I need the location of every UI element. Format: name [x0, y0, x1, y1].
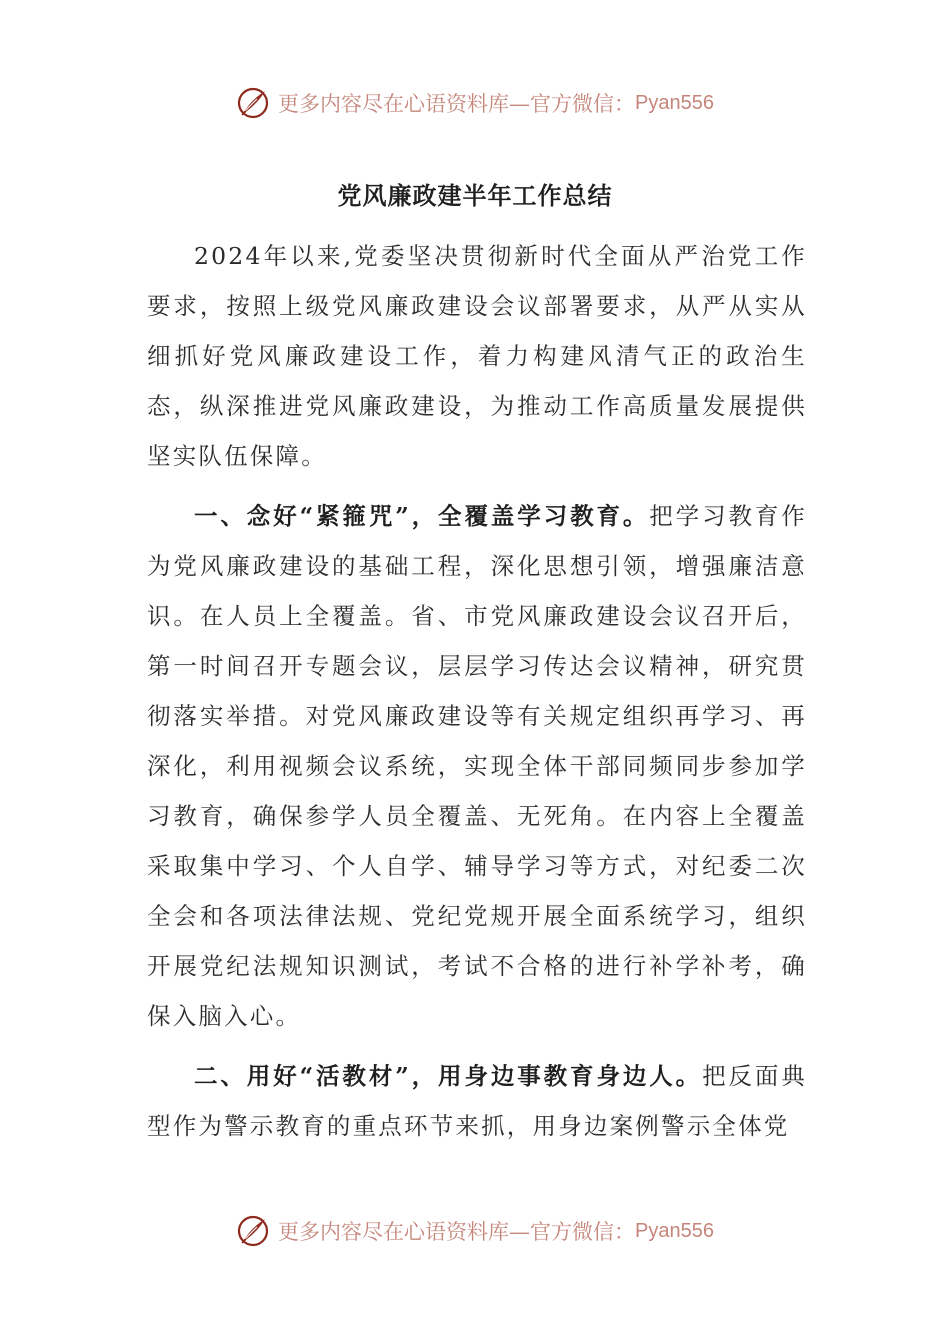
paragraph-text: 把学习教育作为党风廉政建设的基础工程，深化思想引领，增强廉洁意识。在人员上全覆盖。省、市党风廉政建设会议召开后，第一时间召开专题会议，层层学习传达会议精神，研究贯彻落实举措。对党风廉政建设等有关规定组织再学习、再深化，利用视频会议系统，实现全体干部同频同步参加学习教育，确保参学人员全覆盖、无死角。在内容上全覆盖采取集中学习、个人自学、辅导学习等方式，对纪委二次全会和各项法律法规、党纪党规开展全面系统学习，组织开展党纪法规知识测试，考试不合格的进行补学补考，确保入脑入心。 [147, 502, 807, 1030]
quill-pen-logo-icon [236, 86, 270, 120]
paragraph-text: 把反面典型作为警示教育的重点环节来抓，用身边案例警示全体党 [147, 1062, 807, 1140]
paragraph-text: 2024年以来,党委坚决贯彻新时代全面从严治党工作要求，按照上级党风廉政建设会议部署要求，从严从实从细抓好党风廉政建设工作，着力构建风清气正的政治生态，纵深推进党风廉政建设，为推动工作高质量发展提供坚实队伍保障。 [147, 242, 807, 470]
footer-watermark [0, 1211, 950, 1251]
watermark-wechat-id: Pyan556 [635, 91, 714, 114]
watermark-text: 更多内容尽在心语资料库—官方微信： [278, 92, 636, 116]
paragraph-section-2 [147, 1051, 807, 1151]
document-body [147, 231, 807, 1151]
header-watermark [0, 83, 950, 123]
paragraph-section-1 [147, 491, 807, 1041]
document-title: 党风廉政建半年工作总结 [337, 181, 613, 210]
section-heading: 二、用好“活教材”，用身边事教育身边人。 [194, 1062, 703, 1090]
watermark-wechat-id: Pyan556 [635, 1219, 714, 1242]
section-heading: 一、念好“紧箍咒”，全覆盖学习教育。 [194, 502, 650, 530]
paragraph-intro [147, 231, 807, 481]
quill-pen-logo-icon [236, 1214, 270, 1248]
watermark-text: 更多内容尽在心语资料库—官方微信： [278, 1220, 636, 1244]
